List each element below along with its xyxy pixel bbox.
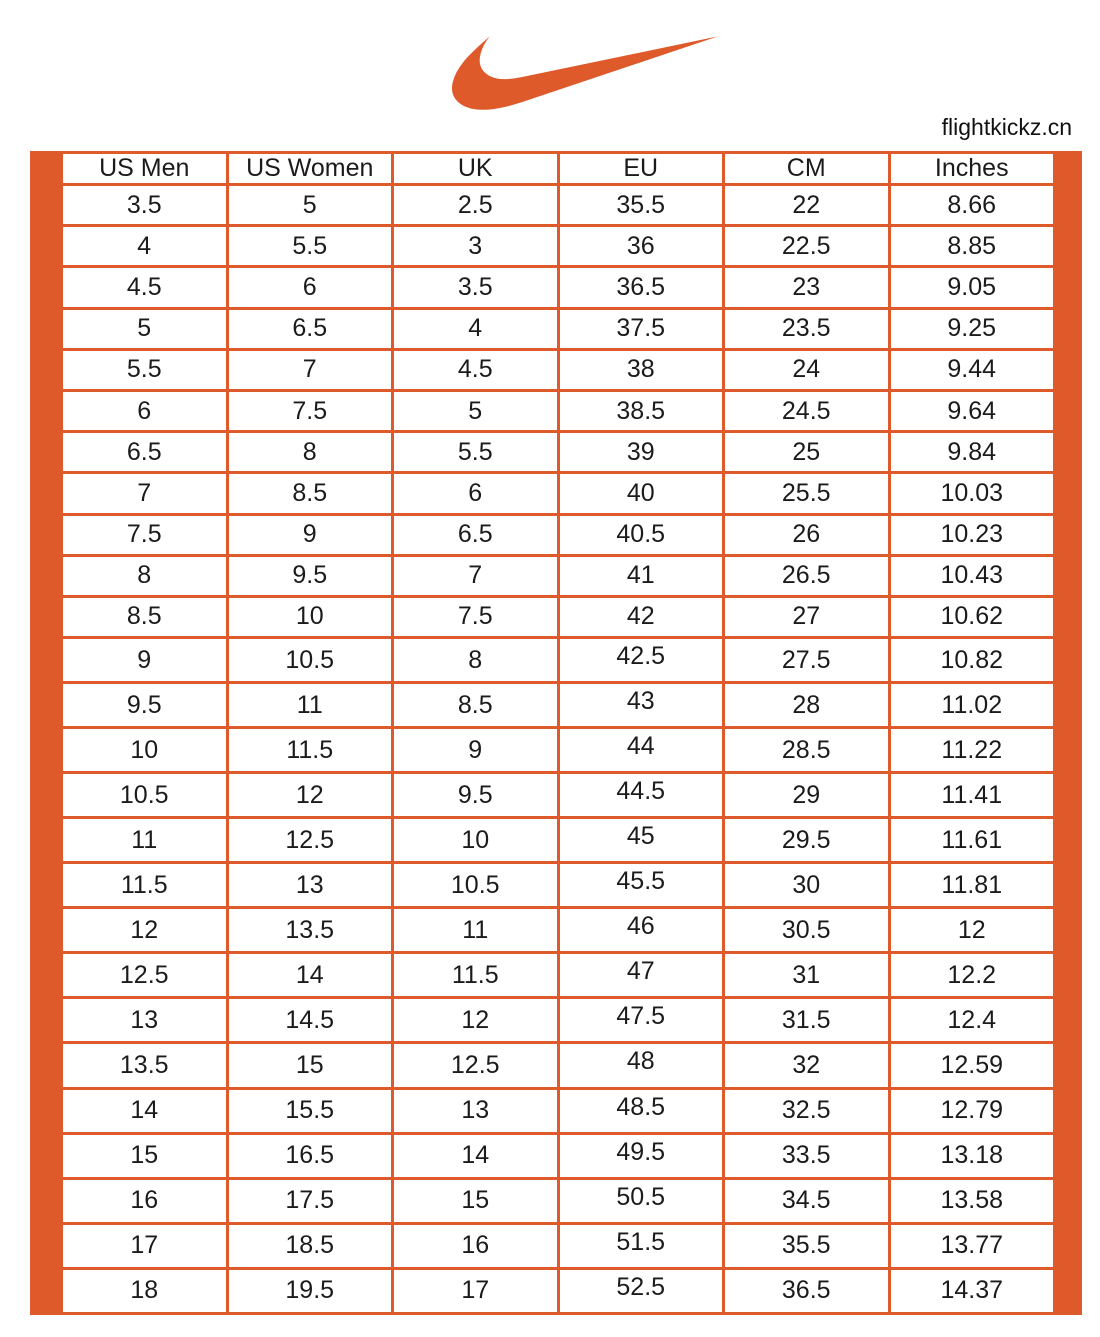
table-cell: 16.5 — [227, 1133, 393, 1178]
nike-swoosh-icon — [452, 24, 720, 122]
table-cell: 50.5 — [558, 1178, 724, 1223]
table-cell: 11.81 — [889, 863, 1055, 908]
table-cell: 42.5 — [558, 638, 724, 683]
column-header-us-men: US Men — [62, 153, 228, 185]
table-cell: 33.5 — [724, 1133, 890, 1178]
table-row — [62, 773, 1055, 818]
table-cell: 12.5 — [227, 818, 393, 863]
table-cell: 10.03 — [889, 473, 1055, 514]
table-cell: 35.5 — [558, 185, 724, 226]
table-cell: 12 — [62, 908, 228, 953]
table-cell: 12 — [393, 998, 559, 1043]
table-cell: 3.5 — [62, 185, 228, 226]
table-cell: 3.5 — [393, 267, 559, 308]
table-cell: 44 — [558, 728, 724, 773]
table-cell: 28.5 — [724, 728, 890, 773]
table-cell: 8.5 — [227, 473, 393, 514]
table-cell: 13 — [227, 863, 393, 908]
column-header-inches: Inches — [889, 153, 1055, 185]
table-cell: 11 — [393, 908, 559, 953]
table-cell: 4.5 — [62, 267, 228, 308]
table-cell: 10.23 — [889, 514, 1055, 555]
table-row — [62, 1223, 1055, 1268]
table-cell: 36 — [558, 226, 724, 267]
table-cell: 17 — [393, 1268, 559, 1313]
table-cell: 18 — [62, 1268, 228, 1313]
table-cell: 26.5 — [724, 555, 890, 596]
table-cell: 13 — [62, 998, 228, 1043]
table-cell: 12.79 — [889, 1088, 1055, 1133]
table-row — [62, 908, 1055, 953]
table-cell: 11.22 — [889, 728, 1055, 773]
table-row — [62, 683, 1055, 728]
table-cell: 12.59 — [889, 1043, 1055, 1088]
table-cell: 40.5 — [558, 514, 724, 555]
table-cell: 11.02 — [889, 683, 1055, 728]
table-cell: 7 — [62, 473, 228, 514]
table-cell: 13.58 — [889, 1178, 1055, 1223]
table-cell: 6 — [62, 390, 228, 431]
table-cell: 5.5 — [62, 349, 228, 390]
table-cell: 14.37 — [889, 1268, 1055, 1313]
table-cell: 14 — [62, 1088, 228, 1133]
table-cell: 16 — [393, 1223, 559, 1268]
column-header-us-women: US Women — [227, 153, 393, 185]
table-cell: 17.5 — [227, 1178, 393, 1223]
table-cell: 15 — [227, 1043, 393, 1088]
table-cell: 23 — [724, 267, 890, 308]
table-cell: 8 — [62, 555, 228, 596]
table-cell: 8.5 — [62, 596, 228, 637]
table-cell: 8 — [393, 638, 559, 683]
table-cell: 14 — [227, 953, 393, 998]
table-cell: 6.5 — [393, 514, 559, 555]
table-cell: 6 — [393, 473, 559, 514]
table-row — [62, 555, 1055, 596]
table-cell: 36.5 — [558, 267, 724, 308]
table-cell: 14.5 — [227, 998, 393, 1043]
table-cell: 2.5 — [393, 185, 559, 226]
table-row — [62, 349, 1055, 390]
table-cell: 10.82 — [889, 638, 1055, 683]
table-cell: 12 — [227, 773, 393, 818]
table-cell: 10.62 — [889, 596, 1055, 637]
table-row — [62, 267, 1055, 308]
table-row — [62, 308, 1055, 349]
table-cell: 5 — [393, 390, 559, 431]
column-header-eu: EU — [558, 153, 724, 185]
table-cell: 8 — [227, 432, 393, 473]
table-cell: 38.5 — [558, 390, 724, 431]
table-cell: 13.18 — [889, 1133, 1055, 1178]
website-label: flightkickz.cn — [941, 114, 1072, 140]
table-cell: 16 — [62, 1178, 228, 1223]
table-cell: 7 — [393, 555, 559, 596]
table-cell: 29 — [724, 773, 890, 818]
table-cell: 42 — [558, 596, 724, 637]
table-cell: 18.5 — [227, 1223, 393, 1268]
table-cell: 9.05 — [889, 267, 1055, 308]
table-cell: 45 — [558, 818, 724, 863]
table-row — [62, 390, 1055, 431]
table-row — [62, 514, 1055, 555]
table-cell: 9.64 — [889, 390, 1055, 431]
table-cell: 15 — [62, 1133, 228, 1178]
table-cell: 10.5 — [393, 863, 559, 908]
table-cell: 48.5 — [558, 1088, 724, 1133]
table-cell: 24 — [724, 349, 890, 390]
table-cell: 10 — [393, 818, 559, 863]
table-cell: 48 — [558, 1043, 724, 1088]
table-cell: 11.5 — [393, 953, 559, 998]
table-cell: 28 — [724, 683, 890, 728]
table-cell: 8.5 — [393, 683, 559, 728]
table-cell: 13.5 — [62, 1043, 228, 1088]
table-cell: 10 — [62, 728, 228, 773]
table-cell: 17 — [62, 1223, 228, 1268]
table-row — [62, 185, 1055, 226]
table-cell: 3 — [393, 226, 559, 267]
table-cell: 9.25 — [889, 308, 1055, 349]
table-cell: 47.5 — [558, 998, 724, 1043]
table-cell: 12.4 — [889, 998, 1055, 1043]
size-chart-frame — [30, 151, 1082, 1315]
table-cell: 12.5 — [62, 953, 228, 998]
table-cell: 10.43 — [889, 555, 1055, 596]
table-cell: 26 — [724, 514, 890, 555]
table-cell: 14 — [393, 1133, 559, 1178]
nike-logo — [452, 24, 720, 122]
table-cell: 9.84 — [889, 432, 1055, 473]
table-cell: 4.5 — [393, 349, 559, 390]
table-cell: 30 — [724, 863, 890, 908]
table-row — [62, 818, 1055, 863]
table-row — [62, 596, 1055, 637]
table-cell: 12 — [889, 908, 1055, 953]
table-row — [62, 1133, 1055, 1178]
table-cell: 12.5 — [393, 1043, 559, 1088]
table-cell: 10.5 — [227, 638, 393, 683]
table-cell: 9.5 — [62, 683, 228, 728]
table-cell: 11.5 — [62, 863, 228, 908]
table-cell: 5.5 — [227, 226, 393, 267]
table-cell: 7.5 — [227, 390, 393, 431]
table-cell: 5 — [227, 185, 393, 226]
table-cell: 9.44 — [889, 349, 1055, 390]
table-cell: 11.41 — [889, 773, 1055, 818]
table-cell: 15.5 — [227, 1088, 393, 1133]
table-cell: 8.85 — [889, 226, 1055, 267]
table-cell: 11 — [227, 683, 393, 728]
size-conversion-table — [60, 151, 1056, 1315]
table-cell: 29.5 — [724, 818, 890, 863]
table-cell: 39 — [558, 432, 724, 473]
table-cell: 51.5 — [558, 1223, 724, 1268]
table-cell: 10 — [227, 596, 393, 637]
column-header-uk: UK — [393, 153, 559, 185]
nike-swoosh-path — [452, 36, 718, 110]
table-cell: 15 — [393, 1178, 559, 1223]
table-row — [62, 1178, 1055, 1223]
table-cell: 32 — [724, 1043, 890, 1088]
table-cell: 4 — [393, 308, 559, 349]
table-row — [62, 473, 1055, 514]
table-cell: 10.5 — [62, 773, 228, 818]
header-row — [62, 153, 1055, 185]
table-row — [62, 998, 1055, 1043]
table-cell: 13 — [393, 1088, 559, 1133]
table-cell: 22 — [724, 185, 890, 226]
table-cell: 31 — [724, 953, 890, 998]
table-cell: 46 — [558, 908, 724, 953]
table-cell: 13.77 — [889, 1223, 1055, 1268]
table-row — [62, 953, 1055, 998]
table-cell: 22.5 — [724, 226, 890, 267]
table-cell: 49.5 — [558, 1133, 724, 1178]
table-cell: 52.5 — [558, 1268, 724, 1313]
table-cell: 31.5 — [724, 998, 890, 1043]
table-cell: 9 — [62, 638, 228, 683]
table-row — [62, 1088, 1055, 1133]
table-cell: 13.5 — [227, 908, 393, 953]
table-cell: 37.5 — [558, 308, 724, 349]
table-cell: 25.5 — [724, 473, 890, 514]
table-cell: 5.5 — [393, 432, 559, 473]
table-cell: 24.5 — [724, 390, 890, 431]
table-cell: 23.5 — [724, 308, 890, 349]
table-cell: 6 — [227, 267, 393, 308]
column-header-cm: CM — [724, 153, 890, 185]
table-cell: 9.5 — [227, 555, 393, 596]
table-cell: 41 — [558, 555, 724, 596]
table-cell: 11.61 — [889, 818, 1055, 863]
table-cell: 36.5 — [724, 1268, 890, 1313]
table-cell: 11.5 — [227, 728, 393, 773]
table-cell: 43 — [558, 683, 724, 728]
table-cell: 8.66 — [889, 185, 1055, 226]
table-cell: 45.5 — [558, 863, 724, 908]
table-cell: 19.5 — [227, 1268, 393, 1313]
table-cell: 47 — [558, 953, 724, 998]
table-cell: 27 — [724, 596, 890, 637]
table-cell: 40 — [558, 473, 724, 514]
table-row — [62, 1043, 1055, 1088]
table-cell: 32.5 — [724, 1088, 890, 1133]
table-cell: 7.5 — [393, 596, 559, 637]
table-cell: 11 — [62, 818, 228, 863]
table-row — [62, 728, 1055, 773]
table-cell: 27.5 — [724, 638, 890, 683]
table-cell: 7.5 — [62, 514, 228, 555]
table-cell: 7 — [227, 349, 393, 390]
table-cell: 9.5 — [393, 773, 559, 818]
table-body — [62, 185, 1055, 1314]
table-cell: 9 — [227, 514, 393, 555]
table-cell: 38 — [558, 349, 724, 390]
table-cell: 44.5 — [558, 773, 724, 818]
table-row — [62, 432, 1055, 473]
table-cell: 35.5 — [724, 1223, 890, 1268]
table-cell: 6.5 — [227, 308, 393, 349]
table-header — [62, 153, 1055, 185]
table-cell: 12.2 — [889, 953, 1055, 998]
table-row — [62, 638, 1055, 683]
table-cell: 9 — [393, 728, 559, 773]
table-cell: 30.5 — [724, 908, 890, 953]
table-cell: 34.5 — [724, 1178, 890, 1223]
table-cell: 5 — [62, 308, 228, 349]
table-row — [62, 226, 1055, 267]
table-row — [62, 863, 1055, 908]
table-cell: 6.5 — [62, 432, 228, 473]
table-cell: 25 — [724, 432, 890, 473]
table-row — [62, 1268, 1055, 1313]
table-cell: 4 — [62, 226, 228, 267]
